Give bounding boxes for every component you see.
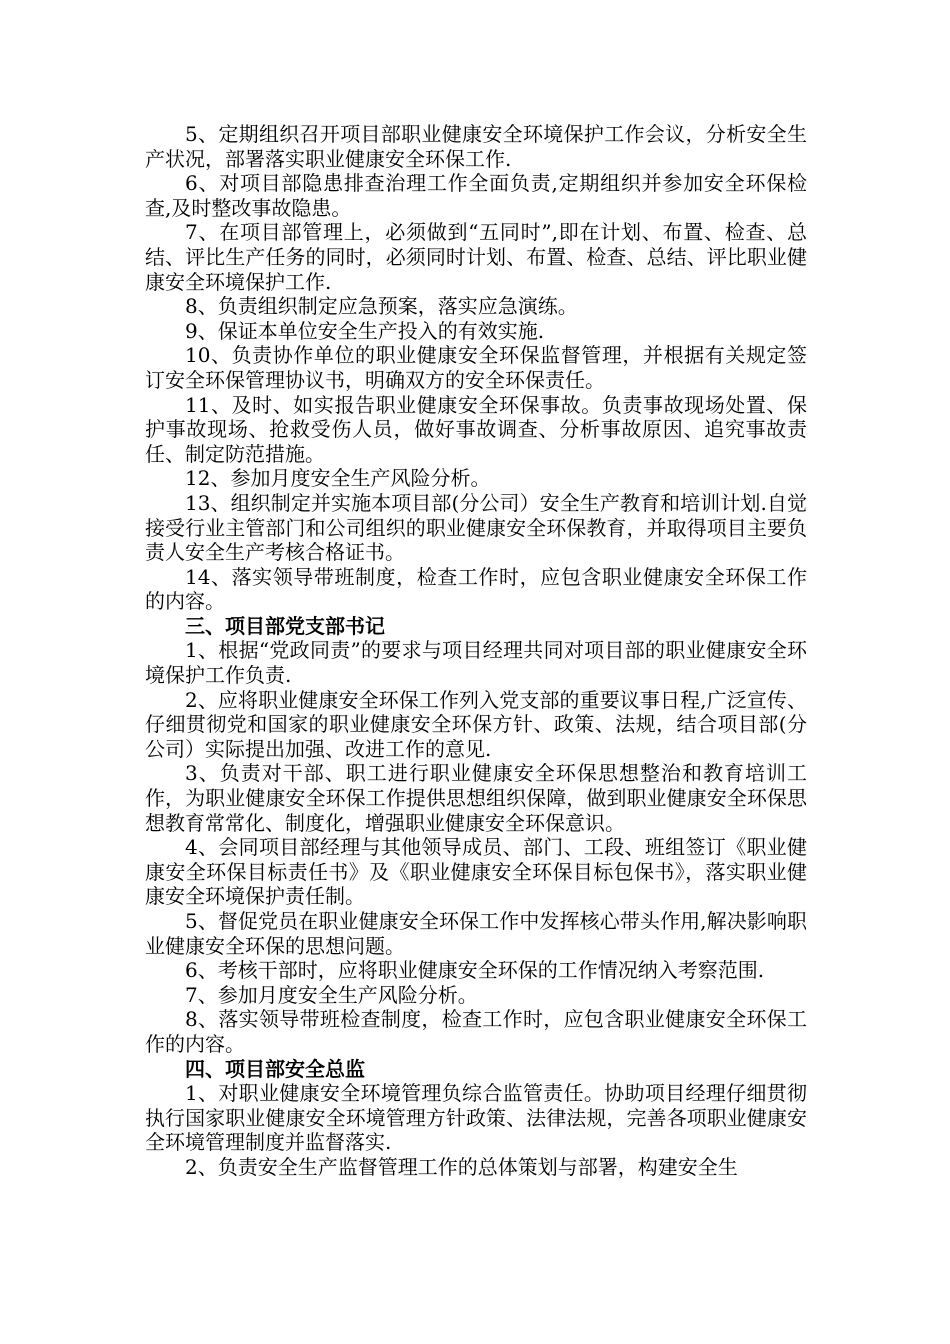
paragraph: 7、在项目部管理上，必须做到“五同时”,即在计划、布置、检查、总结、评比生产任务的同时，必须同时计划、布置、检查、总结、评比职业健康安全环境保护工作. (145, 220, 807, 294)
paragraph: 5、督促党员在职业健康安全环保工作中发挥核心带头作用,解决影响职业健康安全环保的思想问题。 (145, 909, 807, 958)
paragraph: 9、保证本单位安全生产投入的有效实施. (185, 318, 545, 343)
paragraph: 10、负责协作单位的职业健康安全环保监督管理，并根据有关规定签订安全环保管理协议书，明确双方的安全环保责任。 (145, 343, 807, 392)
paragraph: 1、对职业健康安全环境管理负综合监管责任。协助项目经理仔细贯彻执行国家职业健康安全环境管理方针政策、法律法规，完善各项职业健康安全环境管理制度并监督落实. (145, 1081, 807, 1155)
paragraph: 4、会同项目部经理与其他领导成员、部门、工段、班组签订《职业健康安全环保目标责任书》及《职业健康安全环保目标包保书》，落实职业健康安全环境保护责任制。 (145, 835, 807, 909)
paragraph: 12、参加月度安全生产风险分析。 (185, 466, 491, 491)
paragraph: 8、负责组织制定应急预案，落实应急演练。 (185, 294, 578, 319)
document-page (145, 122, 807, 1180)
paragraph: 3、负责对干部、职工进行职业健康安全环保思想整治和教育培训工作，为职业健康安全环保工作提供思想组织保障，做到职业健康安全环保思想教育常常化、制度化，增强职业健康安全环保意识。 (145, 761, 807, 835)
paragraph: 2、应将职业健康安全环保工作列入党支部的重要议事日程,广泛宣传、仔细贯彻党和国家的职业健康安全环保方针、政策、法规，结合项目部(分公司）实际提出加强、改进工作的意见. (145, 687, 807, 761)
paragraph: 1、根据“党政同责”的要求与项目经理共同对项目部的职业健康安全环境保护工作负责. (145, 638, 807, 688)
section-heading: 三、项目部党支部书记 (185, 613, 385, 638)
section-heading: 四、项目部安全总监 (185, 1056, 365, 1081)
paragraph: 2、负责安全生产监督管理工作的总体策划与部署，构建安全生 (185, 1154, 738, 1179)
paragraph: 6、对项目部隐患排查治理工作全面负责,定期组织并参加安全环保检查,及时整改事故隐患。 (145, 171, 807, 220)
paragraph: 11、及时、如实报告职业健康安全环保事故。负责事故现场处置、保护事故现场、抢救受伤人员，做好事故调查、分析事故原因、追究事故责任、制定防范措施。 (145, 392, 807, 466)
paragraph: 8、落实领导带班检查制度，检查工作时，应包含职业健康安全环保工作的内容。 (145, 1007, 807, 1056)
paragraph: 7、参加月度安全生产风险分析。 (185, 982, 478, 1007)
paragraph: 13、组织制定并实施本项目部(分公司）安全生产教育和培训计划.自觉接受行业主管部门和公司组织的职业健康安全环保教育，并取得项目主要负责人安全生产考核合格证书。 (145, 490, 807, 565)
paragraph: 14、落实领导带班制度，检查工作时，应包含职业健康安全环保工作的内容。 (145, 564, 807, 614)
paragraph: 5、定期组织召开项目部职业健康安全环境保护工作会议，分析安全生产状况，部署落实职业健康安全环保工作. (145, 122, 807, 171)
paragraph: 6、考核干部时，应将职业健康安全环保的工作情况纳入考察范围. (185, 958, 765, 983)
